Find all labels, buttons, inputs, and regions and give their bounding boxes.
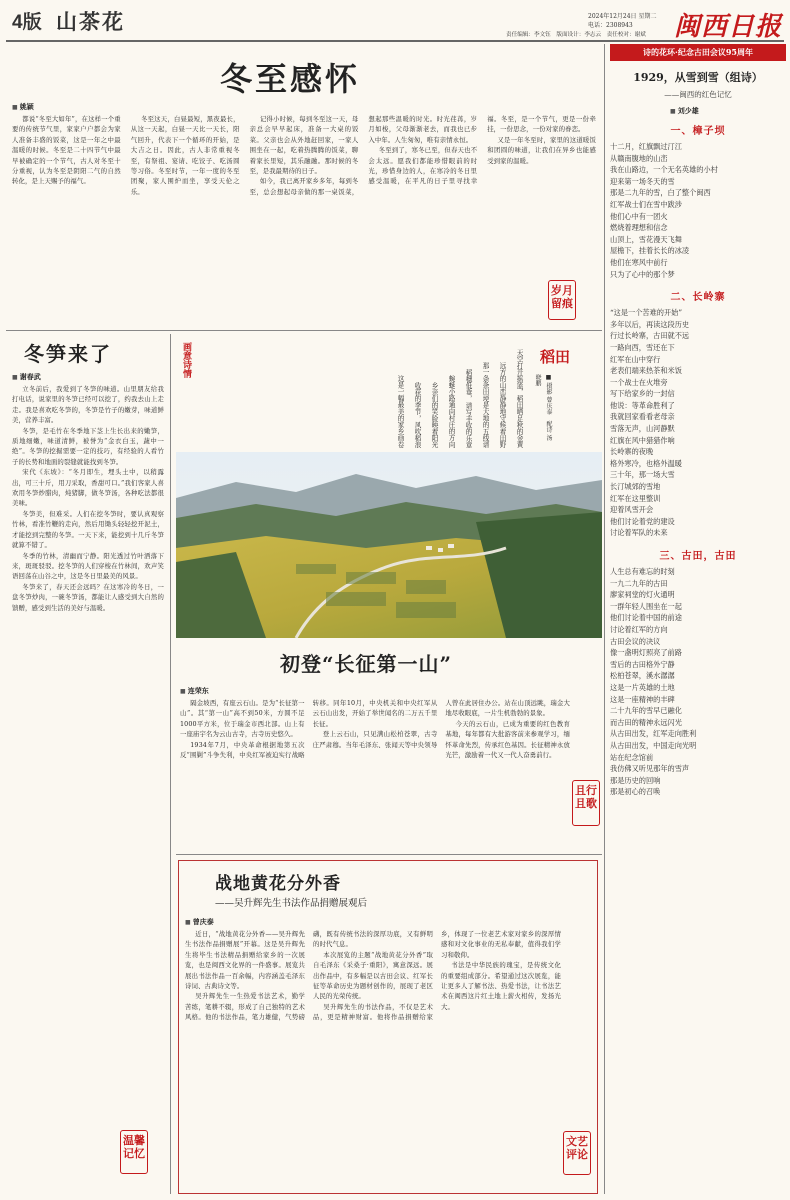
long-march-paragraph: 1934年7月，中央革命根据地第五次反“围剿”斗争失利，中央红军被迫实行战略转移。同年10月，中央机关和中央红军从云石山出发，开始了举世闻名的二万五千里长征。 [180, 699, 438, 760]
feature-paragraph: 如今，我已离开家乡多年，每到冬至，总会想起母亲做的那一桌饭菜，想起那些温暖的时光。时光荏苒，岁月如梭，父母渐渐老去，而我也已步入中年。人生匆匆，唯有亲情永恒。 [249, 115, 478, 196]
sidebar-byline: ■ 刘少雄 [670, 106, 786, 116]
poem-line: 红军战士们在雪中跋涉 [610, 199, 682, 209]
flowers-paragraph: 吴升辉先生的书法作品，不仅是艺术品，更是精神财富。他将作品捐赠给家乡，体现了一位老艺术家对家乡的深厚情感和对文化事业的无私奉献，值得我们学习和敬仰。 [313, 930, 561, 1022]
poem-line: 古田会议的决议 [610, 636, 661, 646]
sidebar-section-poem [610, 566, 786, 798]
poem-line: 松柏苍翠，溪水潺潺 [610, 671, 675, 681]
poem-vertical-block [206, 342, 524, 448]
poem-line: 长岭寨的夜晚 [610, 447, 654, 457]
poem-line: 他们在寒风中前行 [610, 257, 668, 267]
poem-line: 一群年轻人围坐在一起 [610, 601, 682, 611]
page-number: 4版 [12, 12, 42, 33]
long-march-paragraph: 今天的云石山，已成为重要的红色教育基地，每年都有大批游客前来参观学习，缅怀革命先烈，传承红色基因。长征精神永放光芒，激励着一代又一代人奋勇前行。 [445, 719, 570, 760]
masthead [6, 4, 786, 40]
flowers-paragraph: 书法是中华民族的瑰宝，是传统文化的重要组成部分。希望通过这次展览，能让更多人了解书法、热爱书法，让书法艺术在闽西这片红土地上薪火相传，发扬光大。 [441, 961, 561, 1011]
poem-line: 人生总有难忘的时刻 [610, 567, 675, 576]
bamboo-paragraph: 立冬前后，我爱到了冬笋的味道。山里朋友给我打电话，说家里的冬笋已经可以挖了，约我去山上走走。我是喜欢吃冬笋的，冬笋是竹子的嫩芽，味道鲜美，营养丰富。 [12, 385, 164, 425]
long-march-paragraph: 隔金坡西，有座云石山。是为“长征第一山”。其“第一山”高不到50米，方圆不足1000平方米，位于瑞金市西北部。山上有一座庙宇名为云山古寺，古寺历史悠久。 [180, 699, 305, 739]
poem-line: 廖家祠堂的灯火通明 [610, 590, 675, 600]
rice-byline [532, 374, 596, 446]
poem-line: 一个战士在火堆旁 [610, 377, 668, 387]
poem-line: 他们讨论着党的建设 [610, 516, 675, 526]
poem-line: 山顶上，雪花漫天飞舞 [610, 234, 682, 244]
art-label [180, 342, 200, 396]
sidebar-rule [604, 44, 605, 1194]
poem-line: 从赣南腹地的山峦 [610, 153, 668, 163]
long-march-body [180, 698, 570, 848]
flowers-paragraph: 吴升辉先生一生热爱书法艺术，勤学苦练，笔耕不辍，形成了自己独特的艺术风格。他的书法作品，笔力雄健，气势磅礴，既有传统书法的深厚功底，又有鲜明的时代气息。 [185, 930, 433, 1022]
poem-line: 行过长岭寨，古田就不远 [610, 331, 690, 341]
poem-line: 那是初心的召唤 [610, 787, 661, 797]
poem-column: 蜿蜒小路通向村庄的方向 [447, 375, 455, 448]
poem-line: 雪落无声，山河静默 [610, 424, 675, 434]
bamboo-body [12, 384, 164, 1124]
poem-line: 从古田出发，中国走向光明 [610, 740, 697, 750]
feature-paragraph: 又是一年冬至时，家里的这道暖饭和团圆的味道，让我们在异乡也能感受到家的温暖。 [487, 135, 596, 165]
poem-line: 一路向西，雪还在下 [610, 342, 675, 352]
flowers-title: 战地黄花分外香 [215, 874, 341, 894]
section-stamp-moon: 岁月留痕 [548, 280, 576, 320]
poem-line: 站在纪念馆前 [610, 752, 654, 762]
feature-paragraph: 记得小时候，每到冬至这一天，母亲总会早早起床，准备一大桌的饭菜。父亲也会从外地赶回家，一家人围坐在一起，吃着热腾腾的饭菜，聊着家长里短，其乐融融。那时候的冬至，是我最期待的日子。 [249, 115, 359, 176]
poem-line: 我就回家看看老母亲 [610, 412, 675, 422]
masthead-rule [6, 40, 784, 42]
sidebar-section-poem [610, 307, 786, 539]
page-name: 山茶花 [56, 11, 125, 34]
poem-line: 迎来第一场冬天的雪 [610, 176, 675, 186]
poem-line: 迎着风雪开会 [610, 505, 654, 515]
poem-line: 他说：等革命胜利了 [610, 400, 675, 410]
phone-line: 电话：2308943 [588, 22, 633, 29]
poem-line: 二十九年的雪早已融化 [610, 706, 682, 716]
sidebar-section-heading: 三、古田，古田 [659, 551, 737, 562]
section-stamp-memory: 温馨记忆 [120, 1130, 148, 1174]
feature-byline: ■ 姚颖 [12, 102, 92, 112]
sidebar-poem-subtitle: ——闽西的红色记忆 [664, 90, 732, 99]
feature-rule [6, 330, 602, 331]
bamboo-title: 冬笋来了 [24, 342, 112, 366]
poem-column: 乡亲们的笑脸映着阳光 [430, 382, 438, 448]
sidebar-section-heading: 一、樟子坝 [670, 126, 726, 137]
poem-line: 燃烧着理想和信念 [610, 223, 668, 233]
poem-column: 天空打开摇篮，稻田晒足秋的金黄 [515, 349, 523, 448]
poem-line: 格外寒冷，也格外温暖 [610, 458, 682, 468]
poem-line: 他们讨论着中国的前途 [610, 613, 682, 623]
sidebar [610, 44, 786, 1194]
section-stamp-review: 文艺评论 [563, 1131, 591, 1175]
bamboo-paragraph: 冬季的竹林，清幽而宁静。阳光透过竹叶洒落下来，斑斑驳驳。挖冬笋的人们穿梭在竹林间，欢声笑语回荡在山谷之中，这是冬日里最美的风景。 [12, 551, 164, 581]
poem-line: 这是一座精神的丰碑 [610, 694, 675, 704]
poem-line: 而古田的精神永远闪光 [610, 717, 682, 727]
sidebar-section-heading: 二、长岭寨 [670, 292, 726, 304]
rice-field-illustration [176, 452, 602, 638]
feature-title [220, 54, 420, 100]
feature-paragraph: 都说“冬至大如年”，在这样一个重要的传统节气里，家家户户都会为家人准备丰盛的饭菜，这是一年之中最温暖的时候。冬至是二十四节气中最早被确定的一个节气，古人对冬至十分重视，认为冬至是阴阳二气的自然转化，是上天赐予的福气。 [12, 115, 121, 186]
bamboo-paragraph: 冬笋美，但难采。人们在挖冬笋时，要认真观察竹林，看准竹鞭的走向，然后用锄头轻轻挖开泥土，才能挖到完整的冬笋。一天下来，能挖到十几斤冬笋就算不错了。 [12, 509, 164, 550]
bamboo-paragraph: 冬笋，是毛竹在冬季地下茎上生长出来的嫩笋，质地细嫩，味道清鲜，被誉为“金衣白玉，蔬中一绝”。冬笋的挖掘需要一定的技巧，有经验的人看竹子的长势和地面的裂缝就能找到冬笋。 [12, 426, 164, 466]
long-march-caption: 初登“长征第一山” [280, 652, 453, 676]
poem-line: 老表们端来热茶和米饭 [610, 366, 682, 376]
poem-line: “这是一个苦难的开始” [610, 308, 683, 318]
middle-rule [176, 854, 602, 855]
flowers-paragraph: 本次展览的主题“战地黄花分外香”取自毛泽东《采桑子·重阳》，寓意深远。展出作品中，有多幅是以古田会议、红军长征等革命历史为题材创作的，展现了老区人民的光荣传统。 [313, 950, 433, 1001]
art-label-text: 画意诗情 [181, 342, 191, 378]
rice-field-photo [176, 452, 602, 638]
poem-line: 雪后的古田格外宁静 [610, 659, 675, 669]
feature-body [12, 114, 596, 314]
poem-line: 红旗在风中猎猎作响 [610, 435, 675, 445]
poem-line: 长汀城郊的雪地 [610, 482, 661, 492]
bamboo-paragraph: 宋代《东坡》：“冬月即生，埋头土中，以稍露出，可三十斤，用刀采取，香甜可口。”我们客家人喜欢用冬笋炒腊肉，炖猪脚，做冬笋汤，各种吃法都很美味。 [12, 468, 164, 508]
editor-line: 责任编辑：李文钰 版面设计：李志云 责任校对：谢斌 [506, 32, 646, 38]
flowers-subtitle: ——吴升辉先生书法作品捐赠展观后 [215, 898, 368, 909]
poem-line: 红军在山中穿行 [610, 354, 661, 364]
poem-line: 讨论着红军的方向 [610, 624, 668, 634]
rice-byline-text: ■ 摄影 曾庆泰 配诗 汤晓鹏 [534, 374, 552, 441]
poem-line: 这是一片英雄的土地 [610, 682, 675, 692]
rice-title: 稻田 [540, 348, 571, 366]
poem-line: 我在山路边，一个无名英雄的小村 [610, 165, 718, 175]
feature-title-text: 冬至感怀 [220, 60, 361, 98]
poem-line: 三十年，那一场大雪 [610, 470, 675, 480]
poem-line: 从古田出发，红军走向胜利 [610, 729, 697, 739]
poem-line: 十二月，红旗飘过汀江 [610, 142, 682, 151]
left-column-rule [170, 334, 171, 1194]
poem-line: 一九二九年的古田 [610, 578, 668, 588]
poem-line: 那是历史的回响 [610, 775, 661, 785]
sidebar-poem-title: 1929，从雪到雪（组诗） [633, 71, 763, 84]
poem-line: 只为了心中的那个梦 [610, 269, 675, 279]
newspaper-logo: 闽西日报 [674, 12, 783, 40]
flowers-paragraph: 近日，“战地黄花分外香——吴升辉先生书法作品捐赠展”开幕。这是吴升辉先生将毕生书法精品捐赠给家乡的一次展览，也是闽西文化界的一件盛事。展览共展出书法作品一百余幅，内容涵盖毛泽东诗词、古典诗文等。 [185, 930, 305, 991]
poem-column: 远方的山峦静静地守候着田野 [498, 362, 506, 448]
feature-paragraph: 冬至到了，寒冬已至，但春天也不会太远。愿我们都能珍惜眼前的时光，珍惜身边的人，在寒冷的冬日里感受温暖，在平凡的日子里寻找幸福。冬至，是一个节气，更是一份牵挂，一份思念，一份对家的眷恋。 [368, 115, 596, 186]
poem-line: 我仿佛又听见那年的雪声 [610, 764, 690, 774]
poem-line: 写下给家乡的一封信 [610, 389, 675, 399]
bamboo-paragraph: 冬笋来了，春天还会远吗？在这寒冷的冬日，一盘冬笋炒肉，一碗冬笋汤，都能让人感受到大自然的馈赠，感受到生活的美好与温暖。 [12, 582, 164, 612]
date-line: 2024年12月24日 星期二 [588, 13, 657, 20]
poem-line: 屋檐下，挂着长长的冰凌 [610, 246, 690, 256]
flowers-article [178, 860, 598, 1194]
flowers-byline: ■ 曾庆泰 [185, 917, 265, 927]
poem-line: 他们心中有一团火 [610, 211, 668, 221]
poem-column: 那一条条田埂是大地的五线谱 [481, 362, 489, 448]
poem-line: 红军在这里整训 [610, 493, 661, 503]
feature-paragraph: 冬至这天，白昼最短，黑夜最长，从这一天起，白昼一天比一天长，阳气回升，代表下一个循环的开始，是大吉之日。因此，古人非常重视冬至，有祭祖、宴请、吃饺子、吃汤圆等习俗。冬至时节，一年一度的冬至团聚，家人围炉而坐，享受天伦之乐。 [130, 115, 240, 196]
bamboo-byline: ■ 谢春武 [12, 372, 92, 382]
poem-column: 收获的季节，风吹稻浪 [413, 382, 421, 448]
poem-line: 那是二九年的雪，白了整个闽西 [610, 188, 711, 198]
flowers-body [185, 929, 561, 1189]
poem-line: 像一盏明灯照亮了前路 [610, 648, 682, 658]
long-march-byline: ■ 连荣东 [180, 686, 260, 696]
section-stamp-journey: 且行且歌 [572, 780, 600, 826]
poem-column: 稻穗低垂，谱写丰收的乐章 [464, 368, 472, 448]
long-march-paragraph: 登上云石山，只见满山松柏苍翠，古寺庄严肃穆。当年毛泽东、张闻天等中央领导人曾在此居住办公。站在山顶远眺，瑞金大地尽收眼底，一片生机勃勃的景象。 [312, 699, 570, 749]
poem-column: 这是一幅最美的家乡画卷 [396, 375, 404, 448]
sidebar-banner: 诗的花环·纪念古田会议95周年 [610, 44, 786, 61]
sidebar-section-poem [610, 141, 786, 280]
poem-line: 多年以后，再读这段历史 [610, 319, 690, 329]
poem-line: 讨论着军队的未来 [610, 528, 668, 538]
